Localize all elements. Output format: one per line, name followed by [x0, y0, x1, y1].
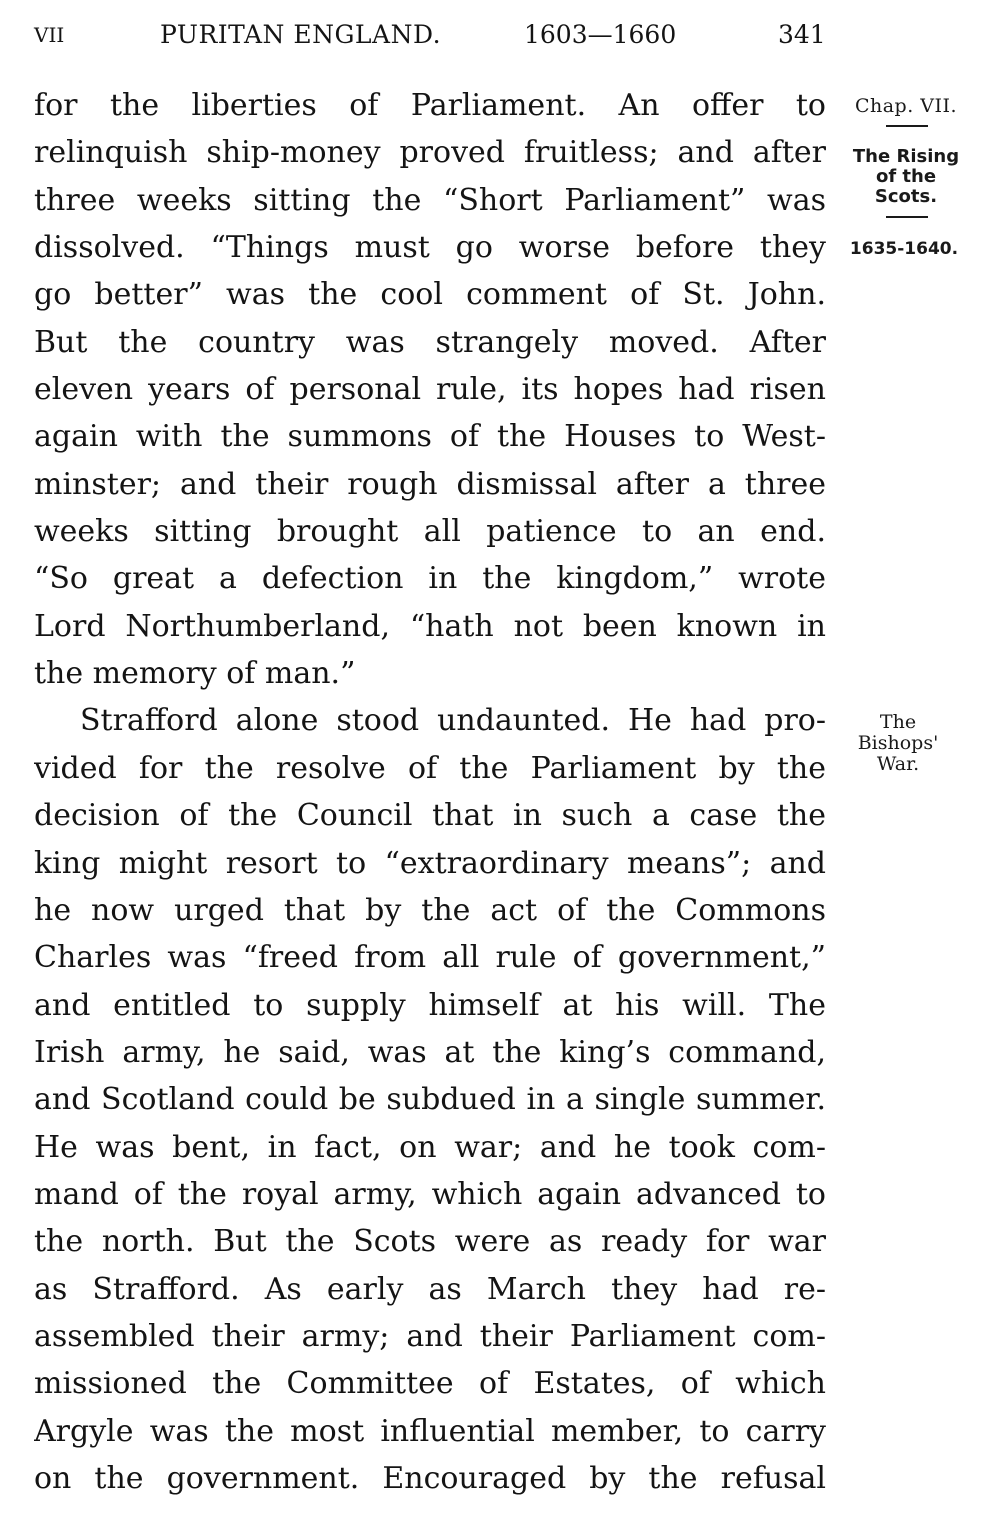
text-line: as Strafford. As early as March they had re-: [34, 1271, 826, 1307]
text-line: eleven years of personal rule, its hopes had risen: [34, 372, 826, 408]
text-line: dissolved. “Things must go worse before they: [34, 230, 826, 266]
text-line: mand of the royal army, which again advanced to: [34, 1176, 826, 1212]
text-line: the memory of man.”: [34, 656, 356, 692]
text-line: relinquish ship-money proved fruitless; and after: [34, 135, 826, 171]
margin-divider: [886, 216, 928, 218]
text-line: and entitled to supply himself at his will. The: [34, 987, 826, 1023]
text-line: missioned the Committee of Estates, of which: [34, 1366, 826, 1402]
text-line: the north. But the Scots were as ready for war: [34, 1224, 826, 1260]
header-page-number: 341: [778, 20, 826, 49]
running-header: [0, 0, 1000, 60]
text-line: Argyle was the most influential member, to carry: [34, 1413, 826, 1449]
body-text: [34, 82, 826, 1502]
text-line: on the government. Encouraged by the refusal: [34, 1460, 826, 1496]
margin-topic-rising-of-scots: [838, 147, 974, 207]
text-line: He was bent, in fact, on war; and he took com-: [34, 1129, 826, 1165]
text-line: Lord Northumberland, “hath not been known in: [34, 608, 826, 644]
text-line: for the liberties of Parliament. An offer to: [34, 88, 826, 123]
text-line: he now urged that by the act of the Commons: [34, 892, 826, 928]
text-line: again with the summons of the Houses to West-: [34, 419, 826, 455]
header-years: 1603—1660: [524, 20, 677, 49]
header-chapter-number: VII: [34, 23, 65, 47]
text-line: But the country was strangely moved. After: [34, 324, 826, 360]
text-line: “So great a defection in the kingdom,” wrote: [34, 561, 826, 597]
margin-topic-line: The Rising: [852, 146, 960, 167]
text-line: Strafford alone stood undaunted. He had pro-: [80, 703, 826, 739]
text-line: king might resort to “extraordinary means”; and: [34, 845, 826, 881]
text-line: Irish army, he said, was at the king’s command,: [34, 1034, 826, 1070]
margin-topic-line: Scots.: [874, 186, 938, 208]
margin-years-range: 1635-1640.: [849, 239, 959, 259]
margin-chapter-ref: Chap. VII.: [854, 95, 958, 117]
margin-divider: [886, 125, 928, 127]
text-line: minster; and their rough dismissal after a three: [34, 466, 826, 502]
margin-topic-bishops-war: [850, 712, 946, 775]
text-line: vided for the resolve of the Parliament by the: [34, 750, 826, 786]
text-line: weeks sitting brought all patience to an end.: [34, 514, 826, 550]
text-line: Charles was “freed from all rule of government,”: [34, 940, 826, 976]
header-book-title: PURITAN ENGLAND.: [160, 20, 442, 49]
margin-topic-line: Bishops': [857, 731, 939, 754]
text-line: assembled their army; and their Parliament com-: [34, 1318, 826, 1354]
text-line: go better” was the cool comment of St. John.: [34, 277, 826, 313]
text-line: and Scotland could be subdued in a single summer.: [34, 1082, 826, 1118]
text-line: decision of the Council that in such a case the: [34, 798, 826, 834]
text-line: three weeks sitting the “Short Parliament” was: [34, 182, 826, 218]
margin-topic-line: The: [879, 711, 917, 733]
margin-topic-line: War.: [876, 752, 920, 775]
margin-topic-line: of the: [875, 166, 937, 188]
